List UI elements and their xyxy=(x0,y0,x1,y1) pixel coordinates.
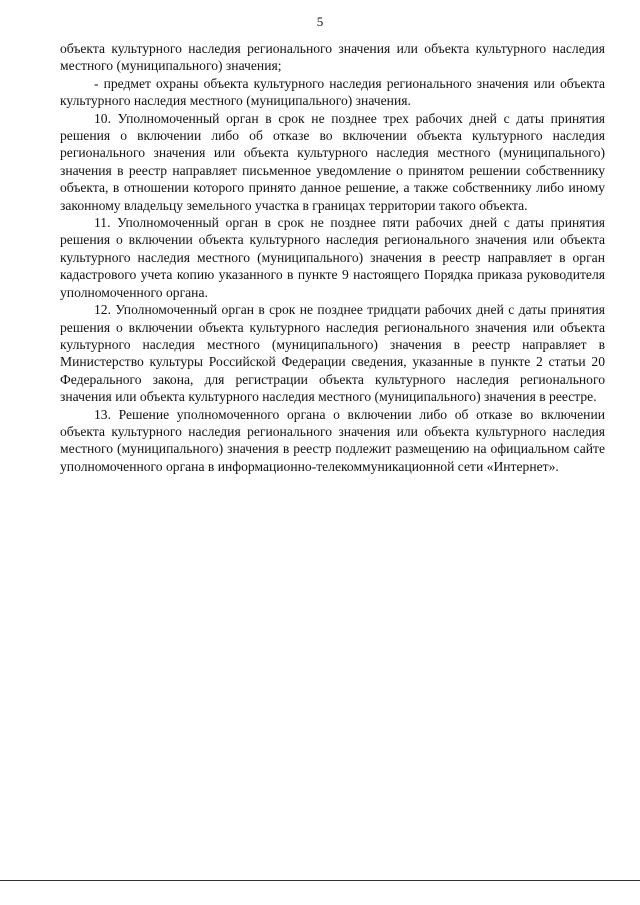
document-body xyxy=(60,40,605,475)
page-bottom-rule xyxy=(0,880,640,881)
page-number: 5 xyxy=(316,14,324,29)
paragraph-protection-subject: - предмет охраны объекта культурного наследия регионального значения или объекта культурного наследия местного (муниципального) значения. xyxy=(60,75,605,109)
paragraph-continuation: объекта культурного наследия регионального значения или объекта культурного наследия местного (муниципального) значения; xyxy=(60,41,605,74)
paragraph-11: 11. Уполномоченный орган в срок не позднее пяти рабочих дней с даты принятия решения о включении объекта культурного наследия регионального значения или объекта культурного наследия местного (муниципального) значения в реестр направляет в орган кадастрового учета копию указанного в пункте 9 настоящего Порядка приказа руководителя уполномоченного органа. xyxy=(60,215,605,300)
paragraph-13: 13. Решение уполномоченного органа о включении либо об отказе во включении объекта культурного наследия регионального значения или объекта культурного наследия местного (муниципального) значения в реестр подлежит размещению на официальном сайте уполномоченного органа в информационно-телекоммуникационной сети «Интернет». xyxy=(60,406,605,474)
paragraph-12: 12. Уполномоченный орган в срок не позднее тридцати рабочих дней с даты принятия решения о включении объекта культурного наследия регионального значения или объекта культурного наследия местного (муниципального) значения в реестр направляет в Министерство культуры Российской Федерации сведения, указанные в пункте 2 статьи 20 Федерального закона, для регистрации объекта культурного наследия регионального значения или объекта культурного наследия местного (муниципального) значения в реестре. xyxy=(60,302,605,405)
paragraph-10: 10. Уполномоченный орган в срок не позднее трех рабочих дней с даты принятия решения о включении либо об отказе во включении объекта культурного наследия регионального значения или объекта культурного наследия местного (муниципального) значения в реестр направляет письменное уведомление о принятом решении собственнику объекта, в отношении которого принято данное решение, а также собственнику либо иному законному владельцу земельного участка в границах территории такого объекта. xyxy=(60,110,605,213)
